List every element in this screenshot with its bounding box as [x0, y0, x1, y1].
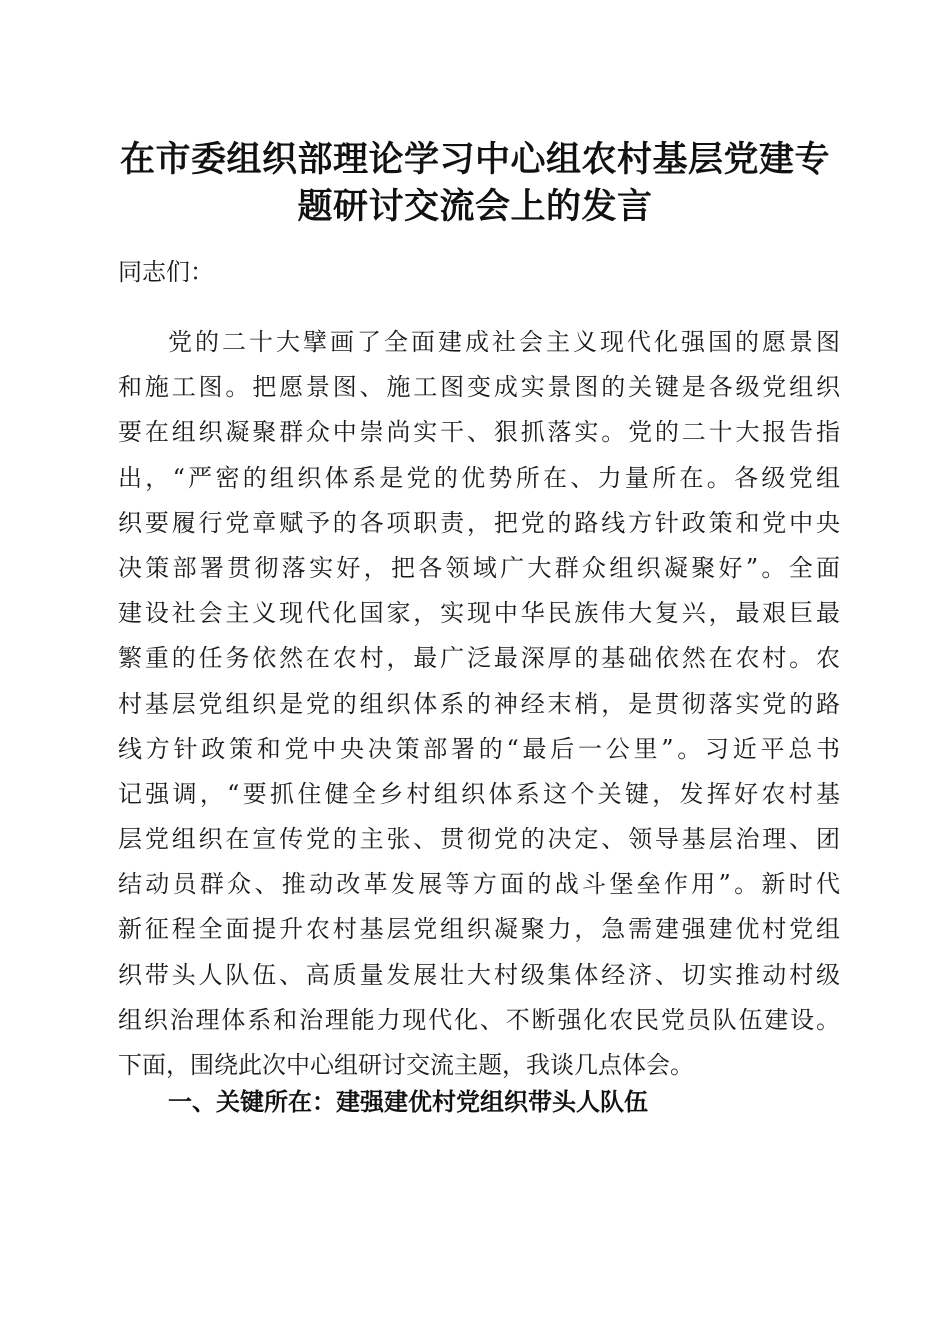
paragraph-line: 党的二十大擘画了全面建成社会主义现代化强国的愿景图	[168, 328, 840, 356]
paragraph-line: 织要履行党章赋予的各项职责，把党的路线方针政策和党中央	[118, 508, 840, 537]
title-line-2: 题研讨交流会上的发言	[297, 186, 653, 227]
paragraph-line: 组织治理体系和治理能力现代化、不断强化农民党员队伍建设。	[118, 1005, 840, 1034]
paragraph-line: 村基层党组织是党的组织体系的神经末梢，是贯彻落实党的路	[118, 689, 840, 718]
paragraph-line: 结动员群众、推动改革发展等方面的战斗堡垒作用”。新时代	[118, 870, 840, 899]
paragraph-line: 下面，围绕此次中心组研讨交流主题，我谈几点体会。	[118, 1051, 694, 1079]
paragraph-line: 要在组织凝聚群众中崇尚实干、狠抓落实。党的二十大报告指	[118, 418, 840, 447]
paragraph-line: 新征程全面提升农村基层党组织凝聚力，急需建强建优村党组	[118, 915, 840, 944]
paragraph-line: 决策部署贯彻落实好，把各领域广大群众组织凝聚好”。全面	[118, 553, 840, 582]
paragraph-line: 和施工图。把愿景图、施工图变成实景图的关键是各级党组织	[118, 373, 840, 402]
section-heading: 一、关键所在：建强建优村党组织带头人队伍	[168, 1088, 648, 1116]
paragraph-line: 层党组织在宣传党的主张、贯彻党的决定、领导基层治理、团	[118, 825, 840, 854]
paragraph-line: 繁重的任务依然在农村，最广泛最深厚的基础依然在农村。农	[118, 644, 840, 673]
document-title	[100, 136, 850, 230]
paragraph-line: 线方针政策和党中央决策部署的“最后一公里”。习近平总书	[118, 734, 840, 763]
paragraph-line: 织带头人队伍、高质量发展壮大村级集体经济、切实推动村级	[118, 960, 840, 989]
body-paragraph	[118, 320, 840, 1088]
paragraph-line: 建设社会主义现代化国家，实现中华民族伟大复兴，最艰巨最	[118, 599, 840, 628]
paragraph-line: 记强调，“要抓住健全乡村组织体系这个关键，发挥好农村基	[118, 779, 840, 808]
paragraph-line: 出，“严密的组织体系是党的优势所在、力量所在。各级党组	[118, 463, 840, 492]
salutation: 同志们：	[118, 258, 214, 286]
title-line-1: 在市委组织部理论学习中心组农村基层党建专	[119, 139, 830, 180]
